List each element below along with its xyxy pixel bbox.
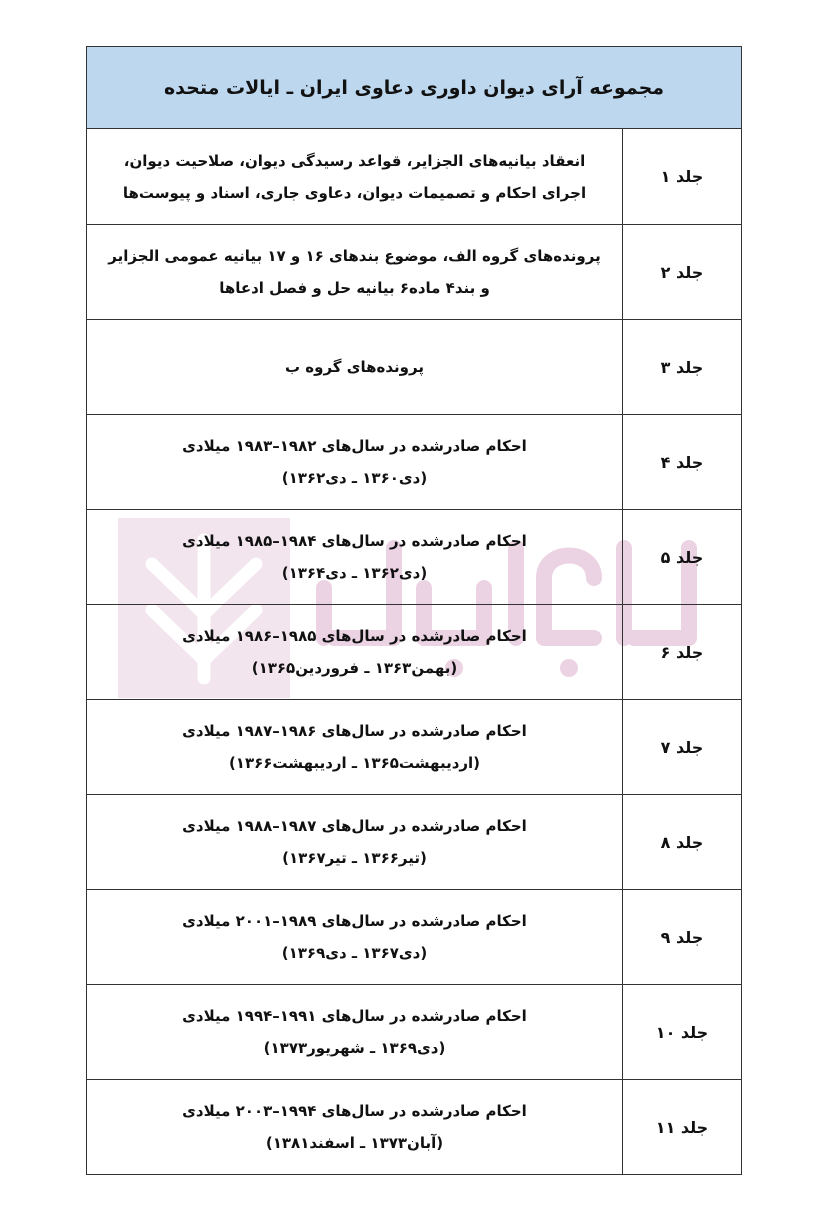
- volume-label: جلد ۴: [623, 415, 742, 510]
- volume-description: [87, 890, 623, 985]
- description-line: (بهمن۱۳۶۳ ـ فروردین۱۳۶۵): [251, 659, 458, 677]
- description-line: (دی۱۳۶۲ ـ دی۱۳۶۴): [281, 564, 428, 582]
- volume-label: جلد ۵: [623, 510, 742, 605]
- volume-description: [87, 795, 623, 890]
- volume-description: [87, 985, 623, 1080]
- description-line: (دی۱۳۶۰ ـ دی۱۳۶۲): [281, 469, 428, 487]
- table-row: [87, 795, 742, 890]
- volume-label: جلد ۲: [623, 225, 742, 320]
- description-line: احکام صادرشده در سال‌های ۱۹۸۲–۱۹۸۳ میلادی: [182, 437, 527, 455]
- description-line: اجرای احکام و تصمیمات دیوان، دعاوی جاری، اسناد و پیوست‌ها: [122, 183, 587, 202]
- table-row: [87, 225, 742, 320]
- volume-label: جلد ۶: [623, 605, 742, 700]
- description-line: (دی۱۳۶۷ ـ دی۱۳۶۹): [281, 944, 428, 962]
- description-line: احکام صادرشده در سال‌های ۱۹۸۵–۱۹۸۶ میلادی: [182, 627, 527, 645]
- description-line: (تیر۱۳۶۶ ـ تیر۱۳۶۷): [282, 849, 427, 867]
- volume-label: جلد ۷: [623, 700, 742, 795]
- volume-description: [87, 510, 623, 605]
- table-row: [87, 1080, 742, 1175]
- description-line: احکام صادرشده در سال‌های ۱۹۸۶–۱۹۸۷ میلادی: [182, 722, 527, 740]
- volume-label: جلد ۳: [623, 320, 742, 415]
- volume-description: [87, 129, 623, 225]
- volume-label: جلد ۸: [623, 795, 742, 890]
- table-row: [87, 700, 742, 795]
- table-row: [87, 985, 742, 1080]
- table-row: [87, 129, 742, 225]
- volume-description: [87, 225, 623, 320]
- description-line: (دی۱۳۶۹ ـ شهریور۱۳۷۳): [263, 1039, 446, 1057]
- table-row: [87, 510, 742, 605]
- table-row: [87, 415, 742, 510]
- volume-label: جلد ۱۰: [623, 985, 742, 1080]
- description-line: و بند۴ ماده۶ بیانیه حل و فصل ادعاها: [219, 279, 490, 297]
- table-title: مجموعه آرای دیوان داوری دعاوی ایران ـ ایالات متحده: [87, 47, 742, 129]
- table-row: [87, 890, 742, 985]
- volume-description: [87, 1080, 623, 1175]
- description-line: احکام صادرشده در سال‌های ۱۹۸۹–۲۰۰۱ میلادی: [182, 912, 527, 930]
- volume-description: [87, 320, 623, 415]
- description-line: احکام صادرشده در سال‌های ۱۹۹۴–۲۰۰۳ میلادی: [182, 1102, 527, 1120]
- table-row: [87, 605, 742, 700]
- volume-description: [87, 605, 623, 700]
- description-line: انعقاد بیانیه‌های الجزایر، قواعد رسیدگی دیوان، صلاحیت دیوان،: [123, 151, 586, 170]
- volume-description: [87, 415, 623, 510]
- description-line: احکام صادرشده در سال‌های ۱۹۸۷–۱۹۸۸ میلادی: [182, 817, 527, 835]
- description-line: (اردیبهشت۱۳۶۵ ـ اردیبهشت۱۳۶۶): [228, 754, 481, 772]
- volume-label: جلد ۹: [623, 890, 742, 985]
- description-line: احکام صادرشده در سال‌های ۱۹۸۴–۱۹۸۵ میلادی: [182, 532, 527, 550]
- description-line: پرونده‌های گروه الف، موضوع بندهای ۱۶ و ۱۷ بیانیه عمومی الجزایر: [108, 247, 601, 265]
- description-line: (آبان۱۳۷۳ ـ اسفند۱۳۸۱): [265, 1134, 444, 1152]
- volume-label: جلد ۱۱: [623, 1080, 742, 1175]
- description-line: احکام صادرشده در سال‌های ۱۹۹۱–۱۹۹۴ میلادی: [182, 1007, 527, 1025]
- volume-label: جلد ۱: [623, 129, 742, 225]
- table-header-row: [87, 47, 742, 129]
- table-row: [87, 320, 742, 415]
- volume-description: [87, 700, 623, 795]
- description-line: پرونده‌های گروه ب: [285, 358, 424, 376]
- volumes-table: [86, 46, 742, 1175]
